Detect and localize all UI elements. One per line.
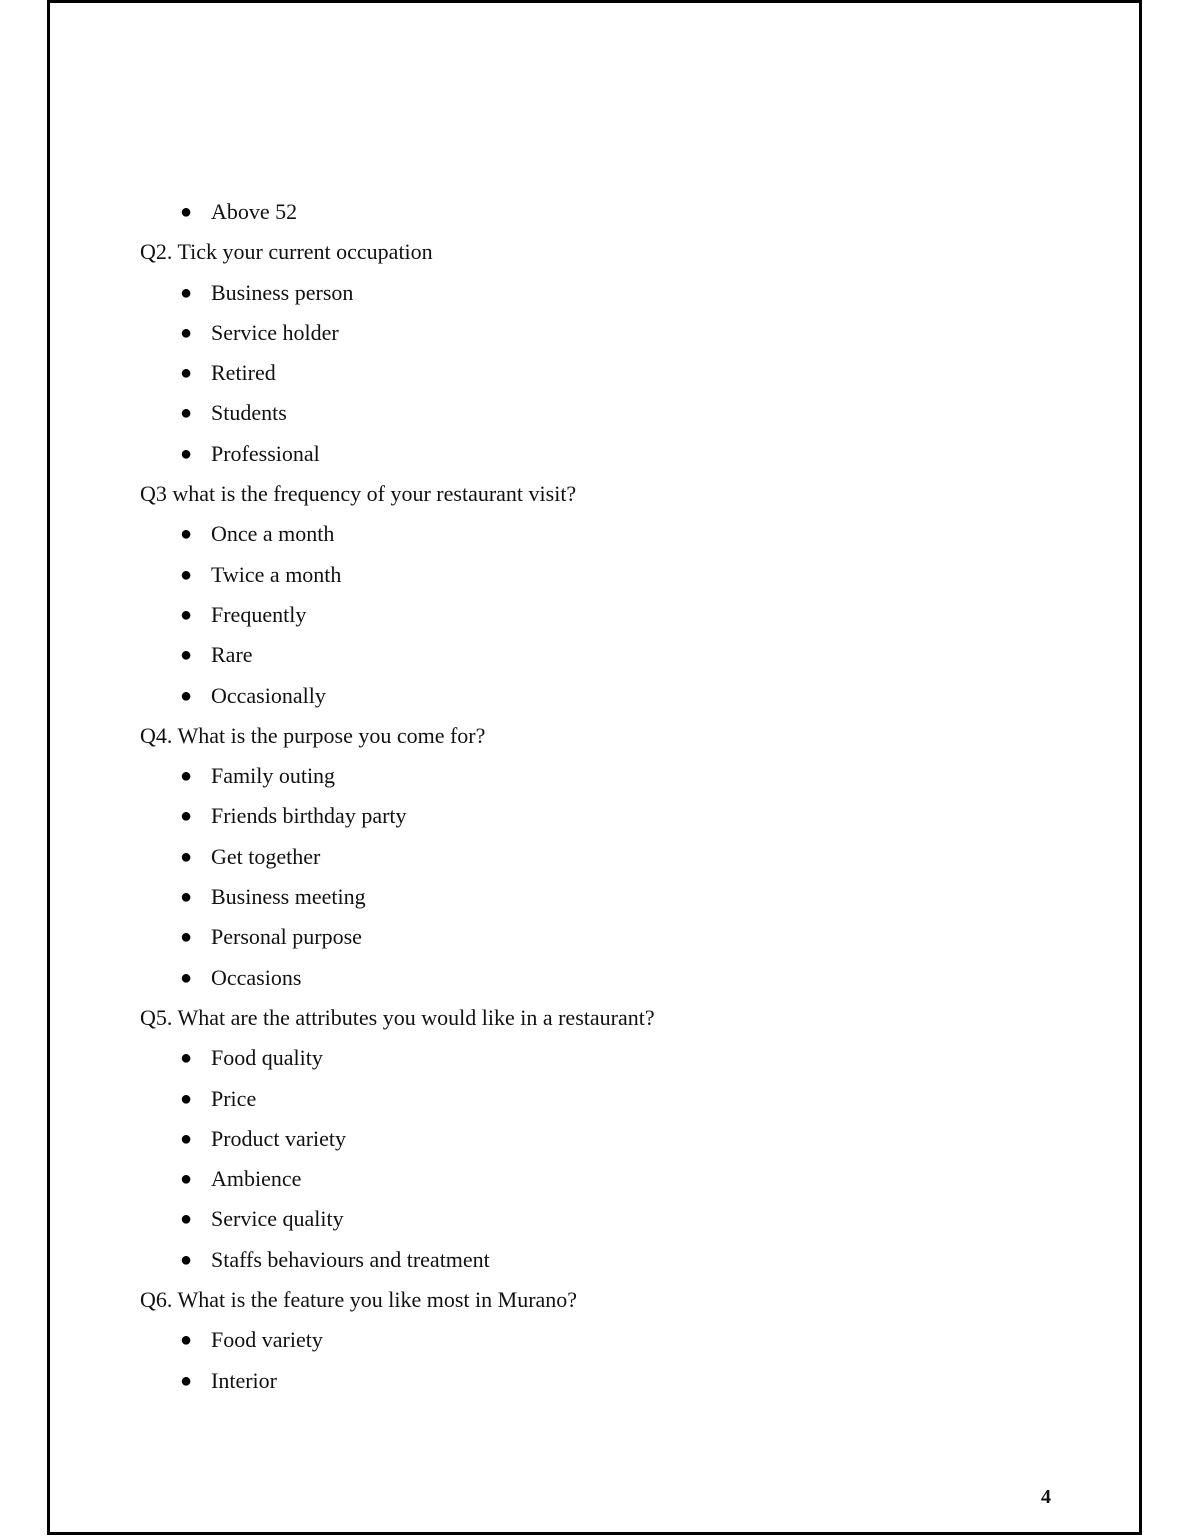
list-item <box>140 273 1100 313</box>
bullet-icon: ● <box>180 1127 193 1150</box>
question-q2: Q2. Tick your current occupation <box>140 239 433 265</box>
bullet-icon: ● <box>180 845 193 868</box>
bullet-icon: ● <box>180 805 193 828</box>
list-item-text: Get together <box>211 843 321 869</box>
list-item-text: Interior <box>211 1367 277 1393</box>
list-item <box>140 313 1100 353</box>
list-item-text: Food variety <box>211 1327 323 1353</box>
list-item <box>140 1240 1100 1280</box>
bullet-list <box>140 192 1100 232</box>
list-item-text: Friends birthday party <box>211 803 407 829</box>
page-number: 4 <box>1041 1486 1051 1508</box>
list-item <box>140 1119 1100 1159</box>
list-item-text: Business meeting <box>211 884 366 910</box>
list-item-text: Occasions <box>211 964 302 990</box>
list-item-text: Staffs behaviours and treatment <box>211 1246 490 1272</box>
list-item <box>140 1199 1100 1239</box>
bullet-icon: ● <box>180 523 193 546</box>
list-item <box>140 917 1100 957</box>
bullet-icon: ● <box>180 1329 193 1352</box>
question-q4: Q4. What is the purpose you come for? <box>140 722 486 748</box>
list-item <box>140 635 1100 675</box>
list-item <box>140 1079 1100 1119</box>
bullet-icon: ● <box>180 603 193 626</box>
list-item <box>140 1320 1100 1360</box>
list-item <box>140 796 1100 836</box>
list-item-text: Above 52 <box>211 199 298 224</box>
list-item <box>140 555 1100 595</box>
list-item-text: Product variety <box>211 1125 347 1151</box>
bullet-icon: ● <box>180 442 193 465</box>
list-item <box>140 393 1100 433</box>
bullet-list <box>140 514 1100 715</box>
list-item <box>140 353 1100 393</box>
list-item-text: Frequently <box>211 601 307 627</box>
bullet-icon: ● <box>180 684 193 707</box>
list-item-text: Retired <box>211 360 276 386</box>
bullet-icon: ● <box>180 1168 193 1191</box>
bullet-icon: ● <box>180 644 193 667</box>
bullet-list <box>140 273 1100 474</box>
list-item-text: Twice a month <box>211 561 342 587</box>
list-item-text: Service holder <box>211 319 339 345</box>
list-item-text: Rare <box>211 642 253 668</box>
list-item <box>140 1159 1100 1199</box>
question-q3: Q3 what is the frequency of your restaurant visit? <box>140 481 577 507</box>
list-item <box>140 595 1100 635</box>
bullet-icon: ● <box>180 201 193 223</box>
questionnaire-content <box>140 192 1100 1401</box>
list-item <box>140 514 1100 554</box>
list-item-text: Price <box>211 1085 257 1111</box>
list-item <box>140 1361 1100 1401</box>
bullet-icon: ● <box>180 1208 193 1231</box>
list-item-text: Food quality <box>211 1045 323 1071</box>
bullet-icon: ● <box>180 362 193 385</box>
bullet-list <box>140 1320 1100 1401</box>
bullet-icon: ● <box>180 563 193 586</box>
bullet-icon: ● <box>180 402 193 425</box>
list-item-text: Service quality <box>211 1206 344 1232</box>
list-item <box>140 1038 1100 1078</box>
list-item-text: Occasionally <box>211 682 326 708</box>
list-item <box>140 877 1100 917</box>
list-item-text: Family outing <box>211 763 336 789</box>
bullet-icon: ● <box>180 1087 193 1110</box>
bullet-list <box>140 756 1100 998</box>
list-item-text: Professional <box>211 440 320 466</box>
question-q6: Q6. What is the feature you like most in Murano? <box>140 1287 578 1313</box>
list-item-text: Once a month <box>211 521 335 547</box>
list-item <box>140 434 1100 474</box>
list-item <box>140 192 1100 232</box>
list-item-text: Personal purpose <box>211 924 362 950</box>
list-item <box>140 837 1100 877</box>
bullet-icon: ● <box>180 886 193 909</box>
bullet-icon: ● <box>180 1248 193 1271</box>
bullet-icon: ● <box>180 321 193 344</box>
list-item-text: Business person <box>211 279 354 305</box>
bullet-list <box>140 1038 1100 1280</box>
bullet-icon: ● <box>180 966 193 989</box>
list-item <box>140 676 1100 716</box>
bullet-icon: ● <box>180 281 193 304</box>
list-item <box>140 756 1100 796</box>
list-item-text: Students <box>211 400 287 426</box>
list-item <box>140 958 1100 998</box>
question-q5: Q5. What are the attributes you would like in a restaurant? <box>140 1004 655 1030</box>
bullet-icon: ● <box>180 765 193 788</box>
list-item-text: Ambience <box>211 1166 302 1192</box>
bullet-icon: ● <box>180 1047 193 1070</box>
bullet-icon: ● <box>180 1369 193 1392</box>
bullet-icon: ● <box>180 926 193 949</box>
